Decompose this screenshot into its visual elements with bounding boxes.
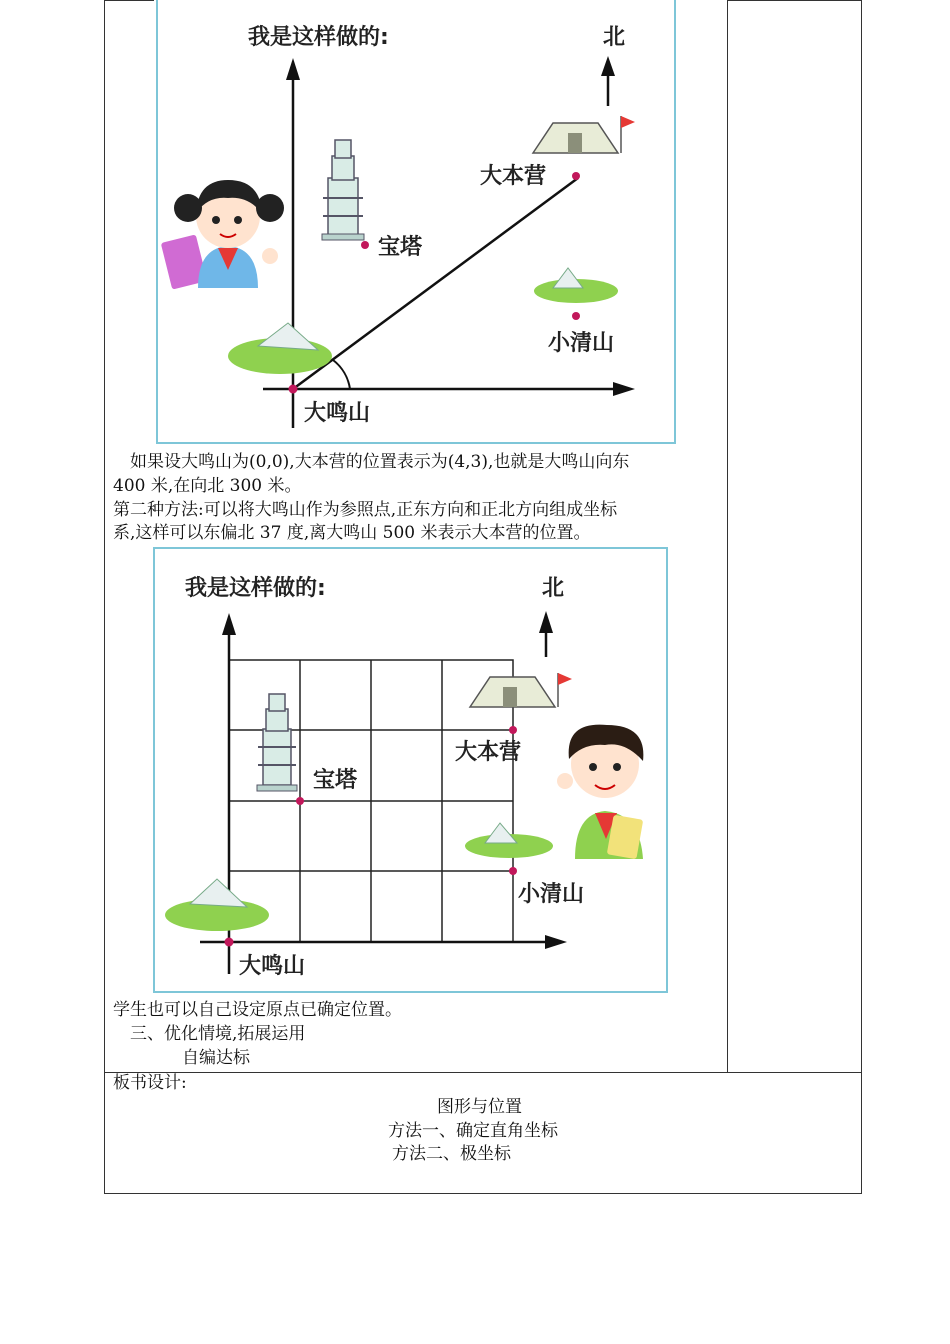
big-mountain-label: 大鸣山 <box>239 954 306 979</box>
big-mountain-icon <box>165 879 269 931</box>
pagoda-point <box>361 241 369 249</box>
board-design-label: 板书设计: <box>113 1073 187 1093</box>
boy-character-icon <box>557 725 643 860</box>
camp-label: 大本营 <box>455 740 522 765</box>
table-row-divider <box>104 1072 862 1073</box>
pagoda-icon <box>257 694 297 791</box>
table-right-border <box>861 0 862 1194</box>
table-top-border-left <box>104 0 154 1</box>
figure2-north-arrow <box>539 611 553 657</box>
big-mountain-icon <box>228 323 332 374</box>
figure1-angle-arc <box>333 360 350 389</box>
origin-point <box>289 385 298 394</box>
table-bottom-border <box>104 1193 862 1194</box>
small-mountain-icon <box>465 823 553 858</box>
figure-grid-canvas <box>155 549 666 991</box>
paragraph-method2-line1: 第二种方法:可以将大鸣山作为参照点,正东方向和正北方向组成坐标 <box>113 500 618 520</box>
board-title: 图形与位置 <box>437 1097 522 1117</box>
origin-point <box>225 938 234 947</box>
tent-icon <box>533 116 635 153</box>
board-method-two: 方法二、极坐标 <box>392 1144 511 1164</box>
paragraph-origin-line2: 400 米,在向北 300 米。 <box>113 476 302 496</box>
camp-label: 大本营 <box>480 164 547 189</box>
table-top-border-right <box>727 0 862 1</box>
figure2-north-label: 北 <box>542 576 565 601</box>
figure1-x-axis <box>263 382 635 396</box>
table-middle-border <box>727 0 728 1072</box>
small-mountain-label: 小清山 <box>518 882 585 907</box>
board-method-one: 方法一、确定直角坐标 <box>388 1121 558 1141</box>
pagoda-point <box>296 797 304 805</box>
table-left-border <box>104 0 105 1194</box>
camp-point <box>509 726 517 734</box>
figure1-north-label: 北 <box>603 25 626 50</box>
pagoda-label: 宝塔 <box>378 235 423 260</box>
girl-character-icon <box>161 180 284 290</box>
pagoda-icon <box>322 140 364 240</box>
figure1-heading: 我是这样做的: <box>248 25 389 50</box>
big-mountain-label: 大鸣山 <box>304 401 371 426</box>
section-three-heading: 三、优化情境,拓展运用 <box>130 1024 306 1044</box>
figure2-x-axis <box>200 935 567 949</box>
camp-point <box>572 172 580 180</box>
small-mountain-label: 小清山 <box>548 331 615 356</box>
figure2-heading: 我是这样做的: <box>185 576 326 601</box>
tent-icon <box>470 673 572 707</box>
figure-polar-canvas <box>158 0 674 442</box>
small-mountain-point <box>509 867 517 875</box>
small-mountain-icon <box>534 268 618 303</box>
figure1-north-arrow <box>601 56 615 106</box>
small-mountain-point <box>572 312 580 320</box>
student-note: 学生也可以自己设定原点已确定位置。 <box>113 1000 402 1020</box>
pagoda-label: 宝塔 <box>313 768 358 793</box>
paragraph-origin-line1: 如果设大鸣山为(0,0),大本营的位置表示为(4,3),也就是大鸣山向东 <box>130 452 630 472</box>
figure-polar-map <box>156 0 676 444</box>
paragraph-method2-line2: 系,这样可以东偏北 37 度,离大鸣山 500 米表示大本营的位置。 <box>113 523 591 543</box>
figure-grid-map <box>153 547 668 993</box>
self-compiled-exercise: 自编达标 <box>182 1048 250 1068</box>
